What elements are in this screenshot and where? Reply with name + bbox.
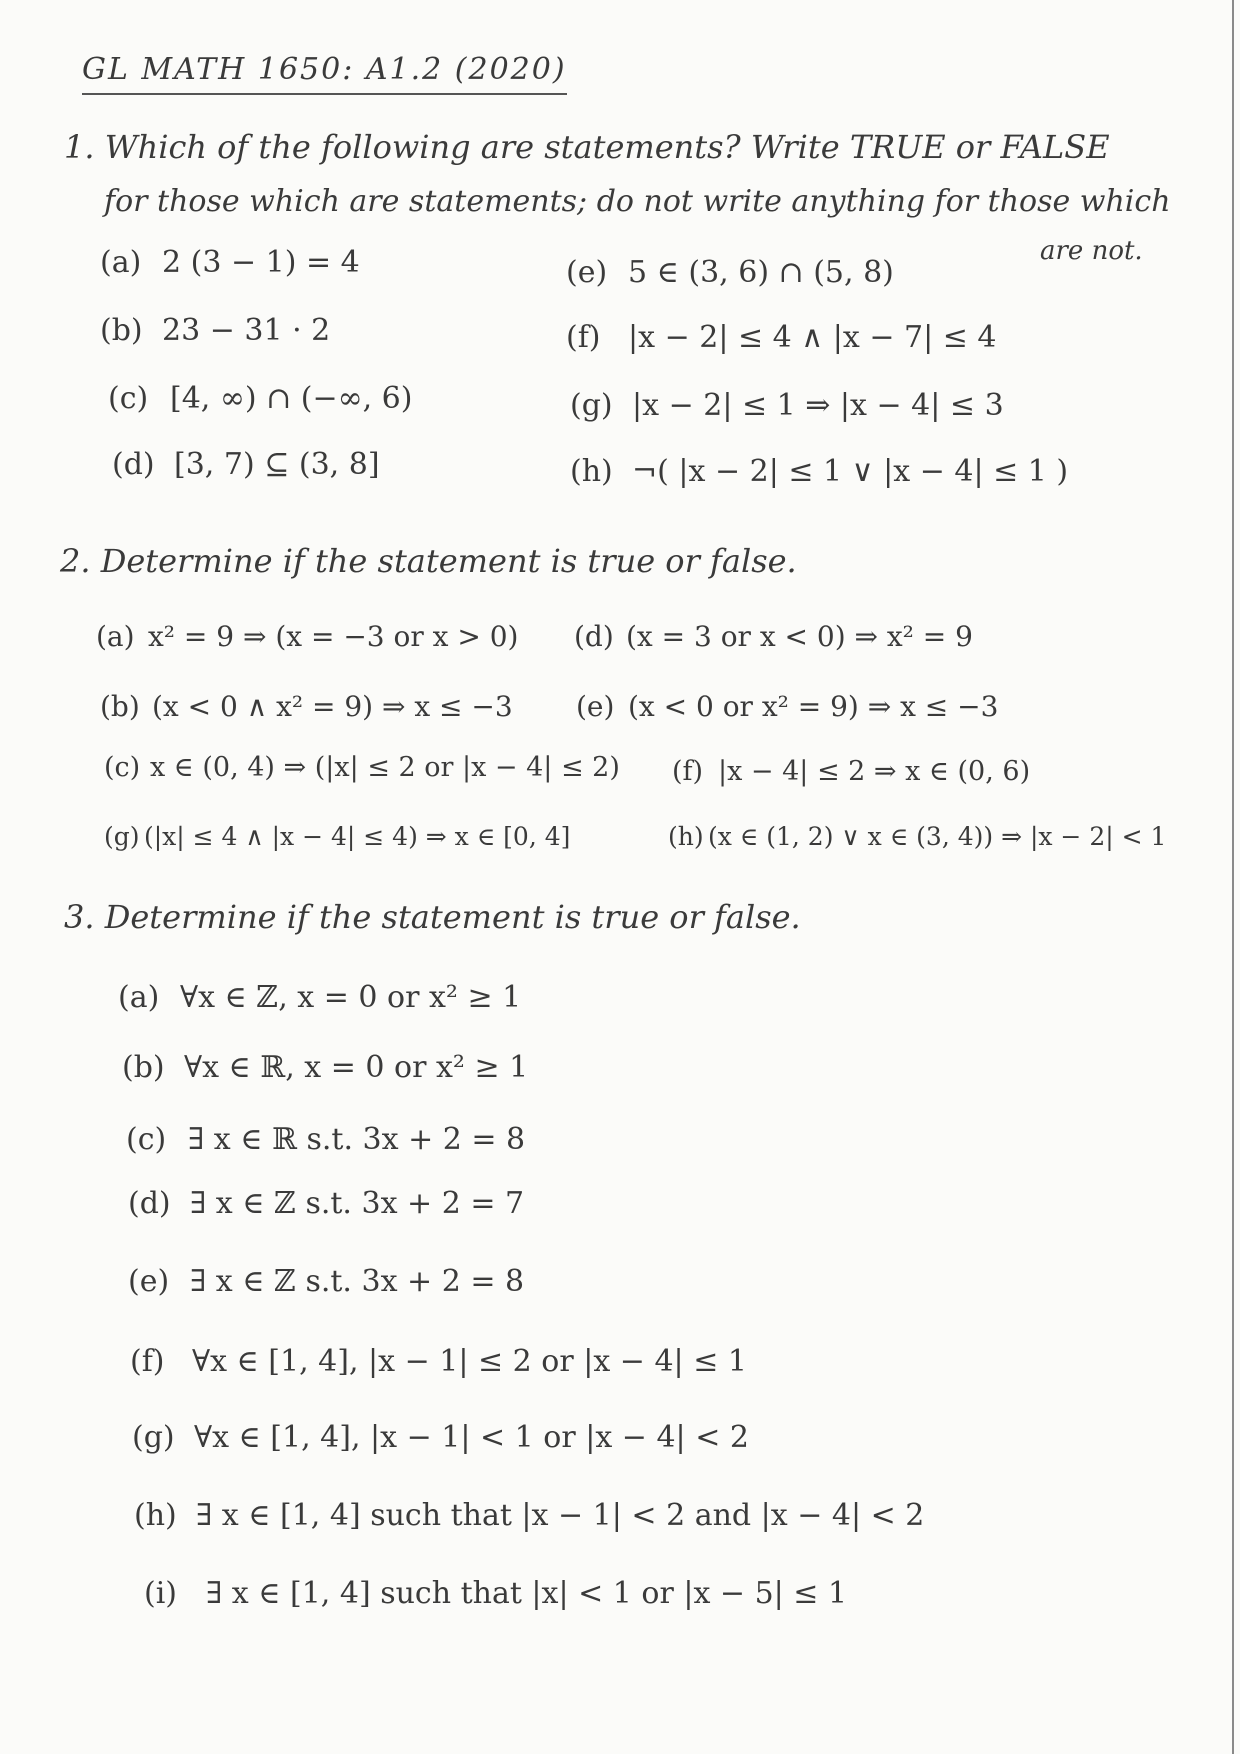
item-label: (d) [574,620,614,653]
item-text: [4, ∞) ∩ (−∞, 6) [170,381,413,416]
item-text: ∃ x ∈ [1, 4] such that |x − 1| < 2 and |x − 4| < 2 [196,1498,925,1533]
page-edge [1232,0,1234,1754]
item-label: (d) [128,1186,171,1221]
item-label: (c) [104,752,141,783]
item-text: (x ∈ (1, 2) ∨ x ∈ (3, 4)) ⇒ |x − 2| < 1 [708,822,1167,851]
item-text: 23 − 31 · 2 [162,313,331,348]
q1-item-e [566,255,894,290]
q3-item-f [130,1344,747,1379]
q1-item-d [112,447,380,482]
item-text: 5 ∈ (3, 6) ∩ (5, 8) [628,255,894,290]
item-text: ∀x ∈ ℤ, x = 0 or x² ≥ 1 [180,980,522,1015]
q1-prompt-line-1: 1. Which of the following are statements? Write TRUE or FALSE [64,128,1110,166]
item-label: (c) [108,381,149,416]
q1-item-a [100,245,360,280]
item-text: |x − 2| ≤ 4 ∧ |x − 7| ≤ 4 [628,320,997,355]
item-label: (e) [566,255,608,290]
q2-item-h [668,822,1166,851]
item-text: x² = 9 ⇒ (x = −3 or x > 0) [148,620,519,653]
item-text: ∃ x ∈ [1, 4] such that |x| < 1 or |x − 5| ≤ 1 [206,1576,848,1611]
q2-item-c [104,752,620,783]
q2-item-e [576,690,998,723]
q3-item-c [126,1122,525,1157]
item-label: (h) [570,454,613,489]
item-text: (|x| ≤ 4 ∧ |x − 4| ≤ 4) ⇒ x ∈ [0, 4] [144,822,571,851]
item-label: (g) [570,388,613,423]
q3-heading: 3. Determine if the statement is true or false. [64,898,801,936]
item-label: (a) [96,620,135,653]
item-label: (e) [576,690,615,723]
q1-item-c [108,381,412,416]
q1-prompt-line-3: are not. [1040,236,1143,266]
page-title: GL MATH 1650: A1.2 (2020) [82,52,567,95]
q2-item-b [100,690,513,723]
item-label: (b) [122,1050,165,1085]
item-text: ∀x ∈ ℝ, x = 0 or x² ≥ 1 [184,1050,529,1085]
q2-item-a [96,620,518,653]
item-text: ∃ x ∈ ℝ s.t. 3x + 2 = 8 [188,1122,526,1157]
q1-item-b [100,313,330,348]
q1-item-g [570,388,1004,423]
item-text: |x − 4| ≤ 2 ⇒ x ∈ (0, 6) [718,756,1031,787]
item-text: x ∈ (0, 4) ⇒ (|x| ≤ 2 or |x − 4| ≤ 2) [150,752,620,783]
q1-prompt-line-2: for those which are statements; do not write anything for those which [104,184,1171,219]
item-label: (c) [126,1122,167,1157]
q2-item-g [104,822,570,851]
item-label: (d) [112,447,155,482]
q2-heading: 2. Determine if the statement is true or false. [60,542,797,580]
item-label: (f) [566,320,601,355]
item-text: ∀x ∈ [1, 4], |x − 1| ≤ 2 or |x − 4| ≤ 1 [192,1344,747,1379]
q3-item-a [118,980,521,1015]
item-text: (x = 3 or x < 0) ⇒ x² = 9 [626,620,973,653]
item-label: (f) [672,756,704,787]
item-label: (f) [130,1344,165,1379]
item-label: (h) [668,822,704,851]
item-label: (a) [118,980,160,1015]
item-label: (h) [134,1498,177,1533]
q1-item-h [570,454,1068,489]
item-text: |x − 2| ≤ 1 ⇒ |x − 4| ≤ 3 [632,388,1004,423]
q2-item-f [672,756,1030,787]
item-label: (b) [100,690,140,723]
item-text: ∀x ∈ [1, 4], |x − 1| < 1 or |x − 4| < 2 [194,1420,749,1455]
q3-item-g [132,1420,749,1455]
item-text: ∃ x ∈ ℤ s.t. 3x + 2 = 8 [190,1264,525,1299]
item-label: (g) [132,1420,175,1455]
item-text: ¬( |x − 2| ≤ 1 ∨ |x − 4| ≤ 1 ) [632,454,1069,489]
q3-item-b [122,1050,528,1085]
item-text: (x < 0 ∧ x² = 9) ⇒ x ≤ −3 [152,690,513,723]
item-text: 2 (3 − 1) = 4 [162,245,360,280]
item-label: (a) [100,245,142,280]
item-label: (i) [144,1576,178,1611]
q2-item-d [574,620,973,653]
item-text: [3, 7) ⊆ (3, 8] [174,447,380,482]
q1-item-f [566,320,996,355]
q3-item-i [144,1576,847,1611]
q3-item-d [128,1186,524,1221]
q3-item-h [134,1498,924,1533]
item-label: (e) [128,1264,170,1299]
item-text: ∃ x ∈ ℤ s.t. 3x + 2 = 7 [190,1186,525,1221]
q3-item-e [128,1264,524,1299]
item-text: (x < 0 or x² = 9) ⇒ x ≤ −3 [628,690,999,723]
item-label: (b) [100,313,143,348]
item-label: (g) [104,822,140,851]
